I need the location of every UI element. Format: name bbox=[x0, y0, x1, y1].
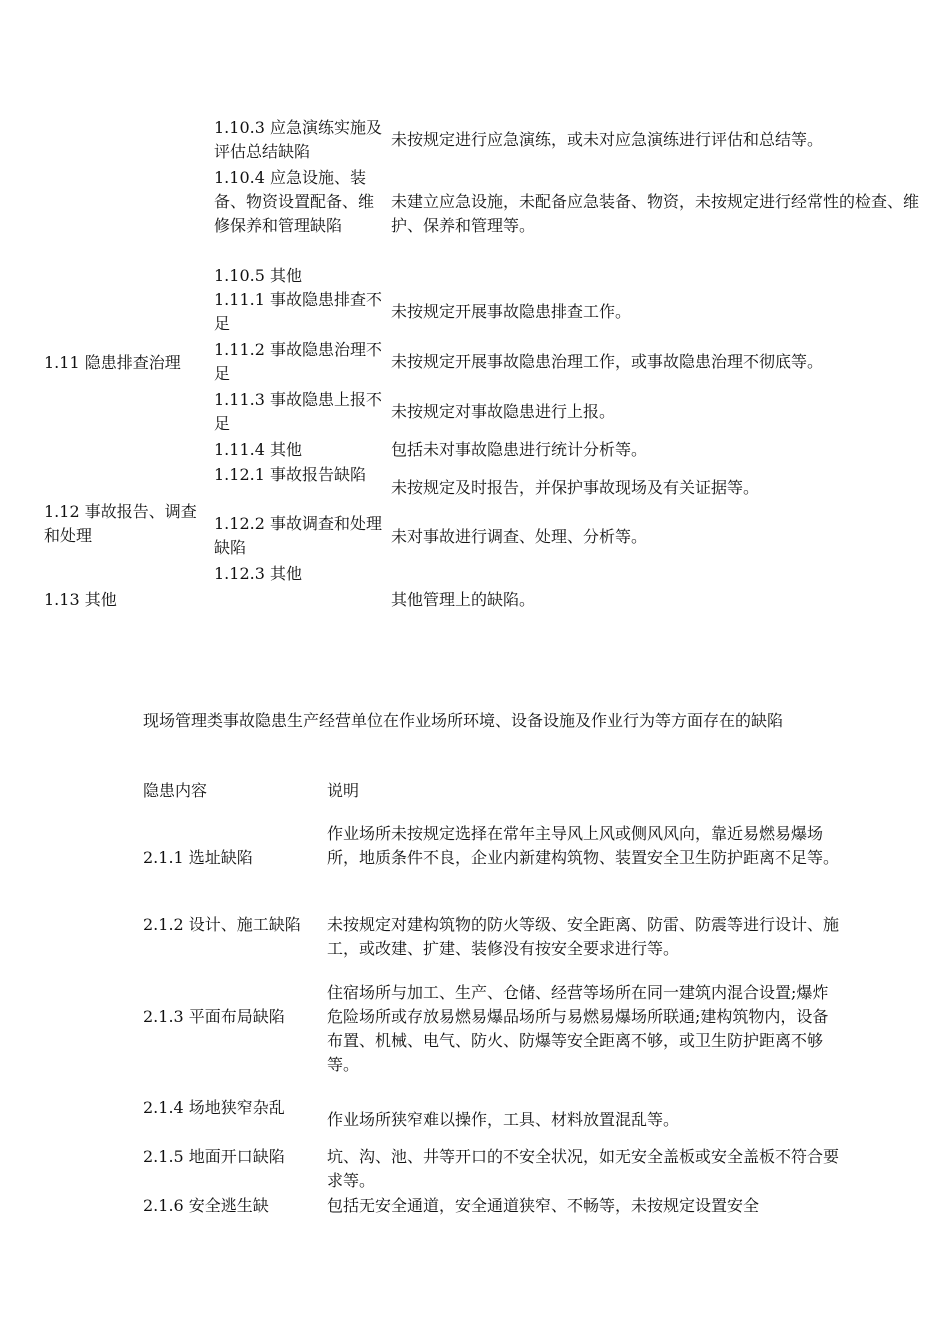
item-1-11-3: 1.11.3 事故隐患上报不足 bbox=[214, 390, 382, 433]
item-1-10-5: 1.10.5 其他 bbox=[214, 266, 302, 285]
desc-2-1-1: 作业场所未按规定选择在常年主导风上风或侧风风向，靠近易燃易爆场所，地质条件不良，企业内新建构筑物、装置安全卫生防护距离不足等。 bbox=[327, 824, 840, 867]
group-1-12: 1.12 事故报告、调查和处理 bbox=[44, 502, 197, 545]
section-heading: 现场管理类事故隐患生产经营单位在作业场所环境、设备设施及作业行为等方面存在的缺陷 bbox=[143, 711, 784, 730]
item-2-1-3: 2.1.3 平面布局缺陷 bbox=[143, 1007, 285, 1026]
desc-1-11-2: 未按规定开展事故隐患治理工作，或事故隐患治理不彻底等。 bbox=[391, 352, 824, 371]
desc-1-10-4: 未建立应急设施，未配备应急装备、物资，未按规定进行经常性的检查、维护、保养和管理等。 bbox=[391, 192, 920, 235]
desc-1-11-1: 未按规定开展事故隐患排查工作。 bbox=[391, 302, 632, 321]
desc-2-1-5: 坑、沟、池、井等开口的不安全状况，如无安全盖板或安全盖板不符合要求等。 bbox=[327, 1147, 840, 1190]
desc-1-12-2: 未对事故进行调查、处理、分析等。 bbox=[391, 527, 648, 546]
item-2-1-6: 2.1.6 安全逃生缺 bbox=[143, 1196, 269, 1215]
desc-1-12-1: 未按规定及时报告，并保护事故现场及有关证据等。 bbox=[391, 478, 760, 497]
desc-2-1-3: 住宿场所与加工、生产、仓储、经营等场所在同一建筑内混合设置;爆炸危险场所或存放易燃易爆品场所与易燃易爆场所联通;建构筑物内，设备布置、机械、电气、防火、防爆等安全距离不够，或卫生防护距离不够等。 bbox=[327, 983, 829, 1074]
item-2-1-1: 2.1.1 选址缺陷 bbox=[143, 848, 253, 867]
desc-2-1-4: 作业场所狭窄难以操作，工具、材料放置混乱等。 bbox=[327, 1110, 680, 1129]
item-1-12-1: 1.12.1 事故报告缺陷 bbox=[214, 465, 366, 484]
item-1-12-3: 1.12.3 其他 bbox=[214, 564, 302, 583]
column-header-desc: 说明 bbox=[327, 781, 360, 800]
item-1-12-2: 1.12.2 事故调查和处理缺陷 bbox=[214, 514, 382, 557]
item-1-10-4: 1.10.4 应急设施、装备、物资设置配备、维修保养和管理缺陷 bbox=[214, 168, 375, 235]
desc-1-13: 其他管理上的缺陷。 bbox=[391, 590, 536, 609]
desc-1-10-3: 未按规定进行应急演练，或未对应急演练进行评估和总结等。 bbox=[391, 130, 824, 149]
item-2-1-5: 2.1.5 地面开口缺陷 bbox=[143, 1147, 285, 1166]
desc-2-1-2: 未按规定对建构筑物的防火等级、安全距离、防雷、防震等进行设计、施工，或改建、扩建、装修没有按安全要求进行等。 bbox=[327, 915, 840, 958]
item-1-11-4: 1.11.4 其他 bbox=[214, 440, 302, 459]
item-1-11-1: 1.11.1 事故隐患排查不足 bbox=[214, 290, 382, 333]
desc-1-11-3: 未按规定对事故隐患进行上报。 bbox=[391, 402, 616, 421]
group-1-13: 1.13 其他 bbox=[44, 590, 117, 609]
desc-1-11-4: 包括未对事故隐患进行统计分析等。 bbox=[391, 440, 648, 459]
desc-2-1-6: 包括无安全通道，安全通道狭窄、不畅等，未按规定设置安全 bbox=[327, 1196, 760, 1215]
item-2-1-2: 2.1.2 设计、施工缺陷 bbox=[143, 915, 301, 934]
group-1-11: 1.11 隐患排查治理 bbox=[44, 353, 181, 372]
column-header-item: 隐患内容 bbox=[143, 781, 208, 800]
item-2-1-4: 2.1.4 场地狭窄杂乱 bbox=[143, 1098, 285, 1117]
item-1-10-3: 1.10.3 应急演练实施及评估总结缺陷 bbox=[214, 118, 382, 161]
item-1-11-2: 1.11.2 事故隐患治理不足 bbox=[214, 340, 382, 383]
